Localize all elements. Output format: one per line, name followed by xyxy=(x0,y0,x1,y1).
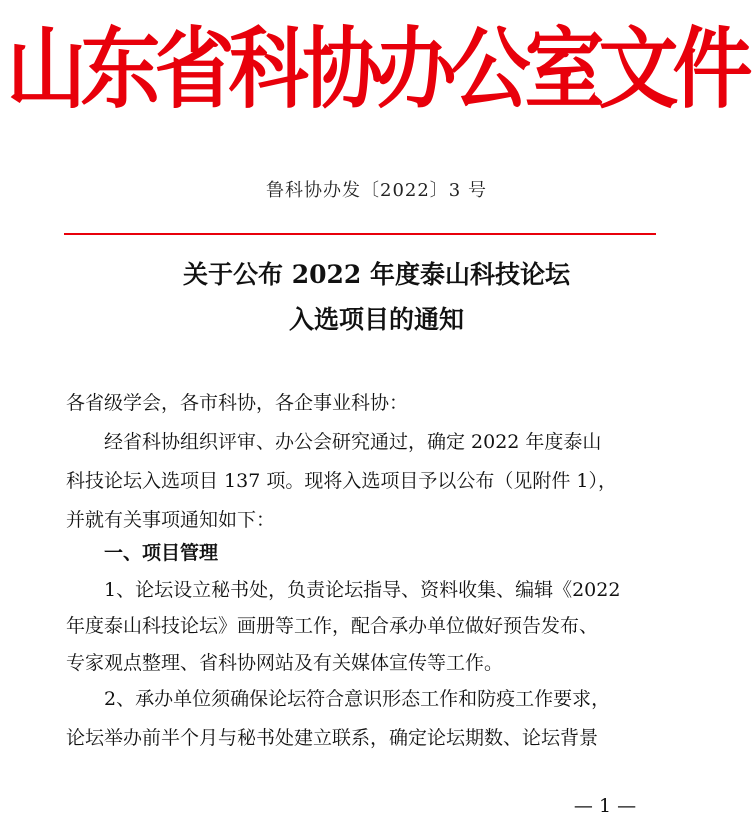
section-heading: 一、项目管理 xyxy=(104,542,219,564)
body-line: 并就有关事项通知如下： xyxy=(66,509,276,531)
body-line: 1、论坛设立秘书处，负责论坛指导、资料收集、编辑《2022 xyxy=(104,579,621,601)
document-number: 鲁科协办发〔2022〕3 号 xyxy=(266,180,487,201)
salutation: 各省级学会，各市科协，各企事业科协： xyxy=(66,392,409,414)
body-line: 经省科协组织评审、办公会研究通过，确定 2022 年度泰山 xyxy=(104,431,602,453)
page-number: — 1 — xyxy=(573,795,637,817)
document-title-line-2: 入选项目的通知 xyxy=(288,305,464,334)
body-line: 论坛举办前半个月与秘书处建立联系，确定论坛期数、论坛背景 xyxy=(66,727,599,749)
body-line: 专家观点整理、省科协网站及有关媒体宣传等工作。 xyxy=(66,652,504,674)
issuing-office-header: 山东省科协办公室文件 xyxy=(6,18,747,121)
red-separator-line xyxy=(64,233,656,235)
body-line: 年度泰山科技论坛》画册等工作，配合承办单位做好预告发布、 xyxy=(66,615,599,637)
body-line: 2、承办单位须确保论坛符合意识形态工作和防疫工作要求， xyxy=(104,688,611,710)
document-title-line-1: 关于公布 2022 年度泰山科技论坛 xyxy=(183,260,570,289)
body-line: 科技论坛入选项目 137 项。现将入选项目予以公布（见附件 1）， xyxy=(66,470,617,492)
